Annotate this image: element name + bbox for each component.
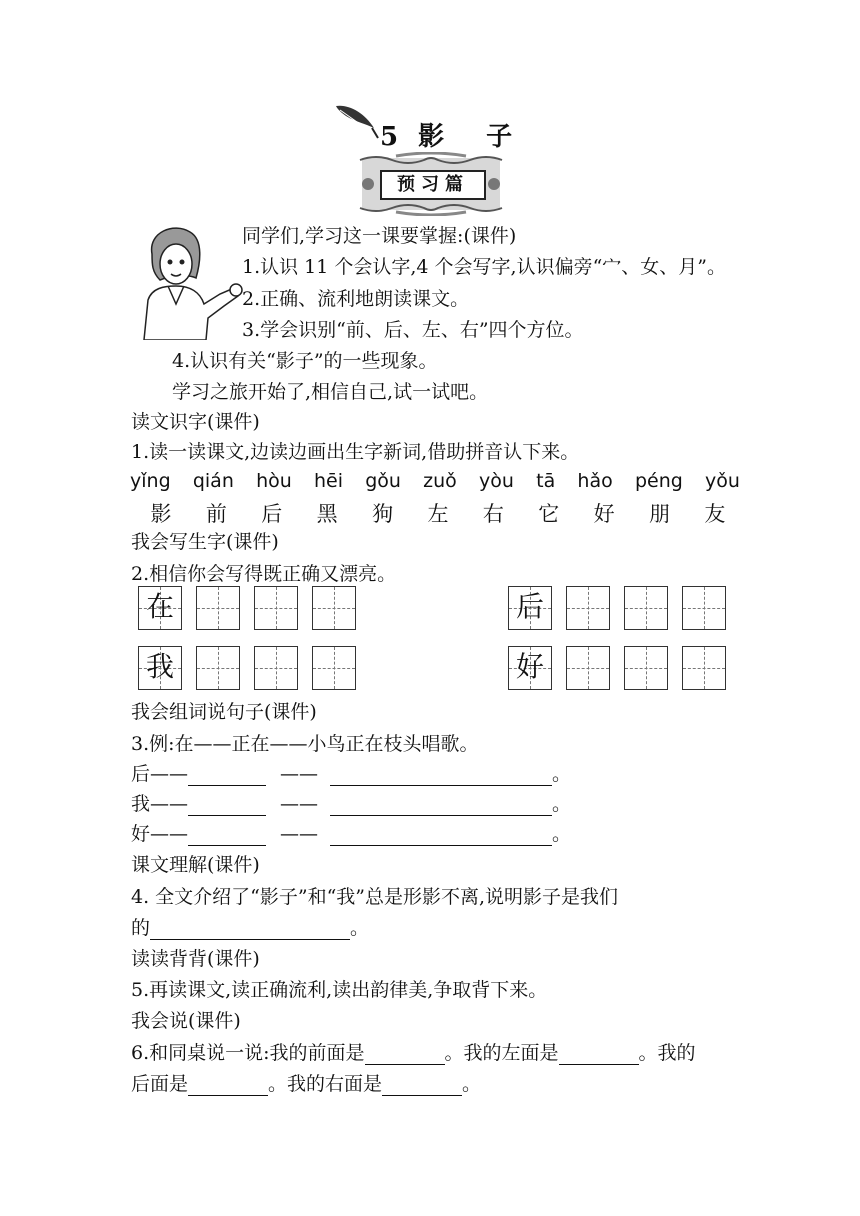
intro-closing: 学习之旅开始了,相信自己,试一试吧。 [172,381,489,403]
question-5: 5.再读课文,读正确流利,读出韵律美,争取背下来。 [131,979,548,1001]
hanzi-item: 右 [482,502,504,526]
text-segment: 。我的右面是 [268,1073,383,1095]
text-segment: 后面是 [131,1073,189,1095]
lesson-number: 5 [380,122,401,152]
writing-cell-model [508,646,552,690]
model-char: 我 [145,650,174,683]
writing-cell[interactable] [624,586,668,630]
writing-cell-model [508,586,552,630]
question-6-line2 [131,1072,481,1096]
feather-icon [334,102,380,146]
writing-cell[interactable] [312,646,356,690]
pinyin-item: gǒu [365,470,401,492]
answer-blank[interactable] [559,1046,639,1065]
answer-blank[interactable] [330,767,552,786]
word-row [131,762,571,786]
pinyin-item: hòu [256,470,292,492]
model-char: 后 [515,590,544,623]
row-end: 。 [552,763,572,785]
writing-grid-row [138,646,356,690]
answer-blank[interactable] [188,827,266,846]
answer-blank[interactable] [330,827,552,846]
word-row [131,822,571,846]
writing-cell-model [138,646,182,690]
pinyin-item: péng [634,470,683,492]
row-char: 后—— [131,763,189,785]
pinyin-item: hēi [314,470,344,492]
hanzi-item: 朋 [649,502,671,526]
hanzi-row [133,498,743,528]
writing-cell[interactable] [682,646,726,690]
row-char: 我—— [131,793,189,815]
row-end: 。 [552,823,572,845]
hanzi-item: 左 [427,502,449,526]
writing-cell[interactable] [566,646,610,690]
answer-blank[interactable] [188,1077,268,1096]
text-segment: 。我的左面是 [444,1042,559,1064]
title-char-2: 子 [486,122,515,152]
question-1: 1.读一读课文,边读边画出生字新词,借助拼音认下来。 [131,441,580,463]
writing-cell[interactable] [566,586,610,630]
writing-cell-model [138,586,182,630]
answer-blank[interactable] [188,767,266,786]
example-line: 3.例:在——正在——小鸟正在枝头唱歌。 [131,733,479,755]
question-4-line1: 4. 全文介绍了“影子”和“我”总是形影不离,说明影子是我们 [131,886,619,908]
hanzi-item: 影 [150,502,172,526]
pinyin-item: yǒu [705,470,740,492]
answer-blank[interactable] [382,1077,462,1096]
model-char: 在 [145,590,174,623]
title-char-1: 影 [418,122,447,152]
text-segment: 。我的 [638,1042,696,1064]
pinyin-item: tā [536,470,556,492]
row-end: 。 [552,793,572,815]
intro-line: 同学们,学习这一课要掌握:(课件) [242,225,517,247]
section-heading-speaking: 我会说(课件) [131,1010,241,1032]
objective-4: 4.认识有关“影子”的一些现象。 [172,350,438,372]
line-end: 。 [350,917,370,939]
hanzi-item: 前 [205,502,227,526]
section-heading-recite: 读读背背(课件) [131,948,260,970]
question-6-line1 [131,1041,696,1065]
text-segment: 。 [462,1073,482,1095]
objective-2: 2.正确、流利地朗读课文。 [242,288,470,310]
line-prefix: 的 [131,917,151,939]
answer-blank[interactable] [188,797,266,816]
hanzi-item: 它 [538,502,560,526]
section-heading-words: 我会组词说句子(课件) [131,701,317,723]
objective-1: 1.认识 11 个会认字,4 个会写字,认识偏旁“宀、女、月”。 [242,256,727,278]
pinyin-row [130,470,740,492]
section-heading-comprehension: 课文理解(课件) [131,854,260,876]
model-char: 好 [515,650,544,683]
objective-3: 3.学会识别“前、后、左、右”四个方位。 [242,319,584,341]
pinyin-item: yòu [479,470,514,492]
writing-cell[interactable] [196,646,240,690]
section-heading-writing: 我会写生字(课件) [131,531,279,553]
question-2: 2.相信你会写得既正确又漂亮。 [131,563,397,585]
banner-label: 预习篇 [380,170,486,200]
writing-grid-row [508,586,726,630]
hanzi-item: 狗 [372,502,394,526]
pinyin-item: hǎo [577,470,613,492]
writing-cell[interactable] [682,586,726,630]
row-dash: —— [280,763,319,785]
pinyin-item: yǐng [130,470,171,492]
writing-cell[interactable] [624,646,668,690]
answer-blank[interactable] [330,797,552,816]
text-segment: 6.和同桌说一说:我的前面是 [131,1042,365,1064]
teacher-illustration [130,224,250,344]
question-4-line2 [131,916,369,940]
writing-cell[interactable] [196,586,240,630]
row-char: 好—— [131,823,189,845]
writing-cell[interactable] [254,586,298,630]
hanzi-item: 黑 [316,502,338,526]
row-dash: —— [280,823,319,845]
hanzi-item: 友 [704,502,726,526]
page-title [380,116,514,153]
row-dash: —— [280,793,319,815]
word-row [131,792,571,816]
pinyin-item: qián [192,470,234,492]
writing-grid-row [508,646,726,690]
writing-grid-row [138,586,356,630]
hanzi-item: 后 [261,502,283,526]
answer-blank[interactable] [150,921,350,940]
pinyin-item: zuǒ [423,470,457,492]
writing-cell[interactable] [312,586,356,630]
section-heading-reading: 读文识字(课件) [131,411,260,433]
answer-blank[interactable] [365,1046,445,1065]
writing-cell[interactable] [254,646,298,690]
hanzi-item: 好 [593,502,615,526]
section-banner [356,152,506,216]
